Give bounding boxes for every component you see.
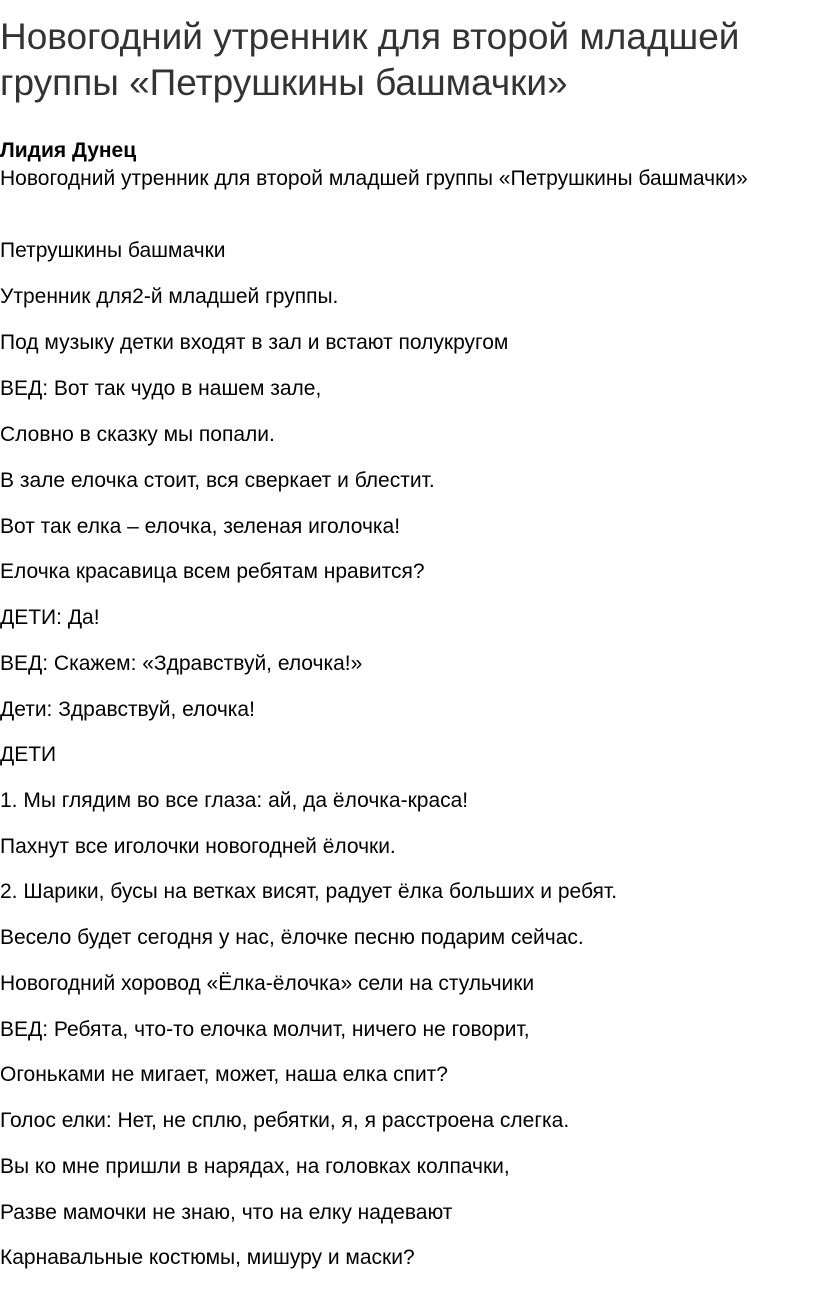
text-line: Новогодний хоровод «Ёлка-ёлочка» сели на стульчики [0, 972, 535, 995]
text-line: Разве мамочки не знаю, что на елку надевают [0, 1201, 453, 1224]
text-line: Елочка красавица всем ребятам нравится? [0, 560, 425, 583]
text-line: Огоньками не мигает, может, наша елка спит? [0, 1063, 448, 1086]
text-line: ДЕТИ: Да! [0, 606, 100, 629]
text-line: 2. Шарики, бусы на ветках висят, радует ёлка больших и ребят. [0, 880, 618, 903]
text-line: Весело будет сегодня у нас, ёлочке песню подарим сейчас. [0, 926, 584, 949]
text-line: Вот так елка – елочка, зеленая иголочка! [0, 515, 401, 538]
text-line: Дети: Здравствуй, елочка! [0, 698, 255, 721]
text-line: Словно в сказку мы попали. [0, 423, 275, 446]
text-line: Утренник для2-й младшей группы. [0, 285, 339, 308]
text-line: ВЕД: Вот так чудо в нашем зале, [0, 377, 322, 400]
text-line: Голос елки: Нет, не сплю, ребятки, я, я расстроена слегка. [0, 1109, 570, 1132]
author-name: Лидия Дунец [0, 139, 137, 162]
text-line: Вы ко мне пришли в нарядах, на головках колпачки, [0, 1155, 510, 1178]
text-line: Пахнут все иголочки новогодней ёлочки. [0, 835, 396, 858]
text-line: Под музыку детки входят в зал и встают полукругом [0, 331, 509, 354]
document-subtitle: Новогодний утренник для второй младшей группы «Петрушкины башмачки» [0, 167, 748, 190]
text-line: Петрушкины башмачки [0, 239, 226, 262]
text-line: В зале елочка стоит, вся сверкает и блестит. [0, 469, 435, 492]
text-line: 1. Мы глядим во все глаза: ай, да ёлочка-краса! [0, 789, 469, 812]
text-line: ВЕД: Скажем: «Здравствуй, елочка!» [0, 652, 363, 675]
text-line: ВЕД: Ребята, что-то елочка молчит, ничего не говорит, [0, 1018, 530, 1041]
page-title: Новогодний утренник для второй младшей группы «Петрушкины башмачки» [0, 16, 740, 103]
text-line: Карнавальные костюмы, мишуру и маски? [0, 1246, 415, 1269]
text-line: ДЕТИ [0, 743, 57, 766]
